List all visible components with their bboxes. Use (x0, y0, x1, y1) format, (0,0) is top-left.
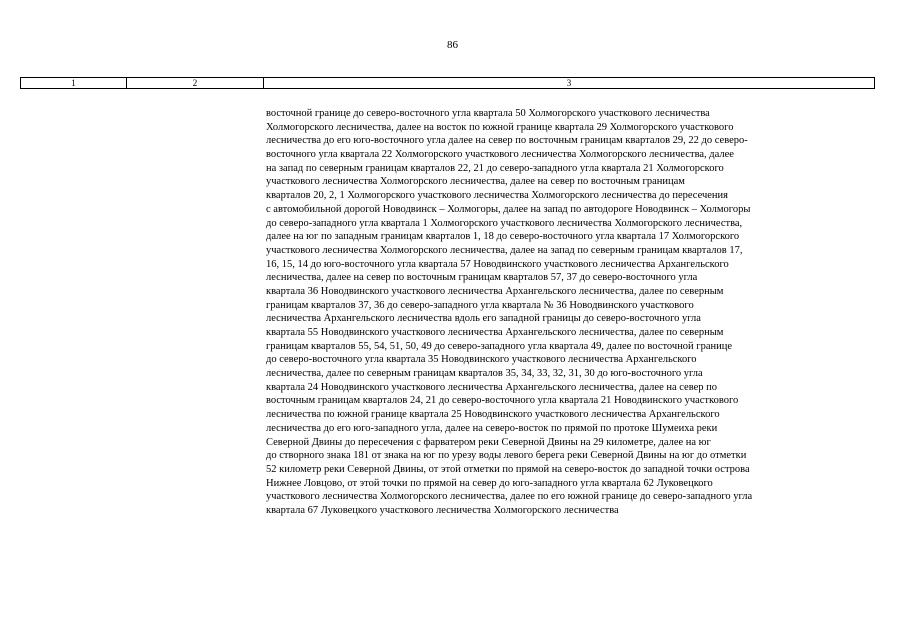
page-number: 86 (447, 39, 458, 51)
text-line: до створного знака 181 от знака на юг по урезу воды левого берега реки Северной Двины на юг до отметки (266, 450, 747, 462)
text-line: лесничества Архангельского лесничества вдоль его западной границы до северо-восточного угла (266, 313, 701, 325)
text-line: восточным границам кварталов 24, 21 до северо-восточного угла квартала 21 Новодвинского участкового (266, 395, 739, 407)
text-line: восточной границе до северо-восточного угла квартала 50 Холмогорского участкового лесничества (266, 108, 710, 119)
text-line: квартала 24 Новодвинского участкового лесничества Архангельского лесничества, далее на север по (266, 381, 718, 393)
text-line: лесничества, далее по северным границам кварталов 35, 34, 33, 32, 31, 30 до юго-восточного угла (266, 368, 703, 380)
text-line: квартала 67 Луковецкого участкового лесничества Холмогорского лесничества (266, 504, 619, 516)
boundary-description-text (266, 107, 876, 518)
text-line: Нижнее Ловцово, от этой точки по прямой на север до юго-западного угла квартала 62 Луковецкого (266, 477, 713, 489)
text-line: границам кварталов 37, 36 до северо-западного угла квартала № 36 Новодвинского участкового (266, 299, 694, 311)
text-line: до северо-западного угла квартала 1 Холмогорского участкового лесничества Холмогорского лесничества, (266, 217, 743, 229)
text-line: с автомобильной дорогой Новодвинск – Холмогоры, далее на запад по автодороге Новодвинск – Холмогоры (266, 203, 751, 215)
column-header-1: 1 (21, 78, 127, 89)
text-line: Северной Двины до пересечения с фарватером реки Северной Двины на 29 километре, далее на юг (266, 436, 711, 448)
text-line: до северо-восточного угла квартала 35 Новодвинского участкового лесничества Архангельского (266, 354, 697, 366)
text-line: 52 километр реки Северной Двины, от этой отметки по прямой на северо-восток до западной точки острова (266, 463, 750, 475)
text-line: лесничества до его юго-восточного угла далее на север по восточным границам кварталов 29, 22 до северо- (266, 135, 748, 147)
text-line: 16, 15, 14 до юго-восточного угла квартала 57 Новодвинского участкового лесничества Архангельского (266, 258, 729, 270)
text-line: кварталов 20, 2, 1 Холмогорского участкового лесничества Холмогорского лесничества до пересечения (266, 190, 728, 202)
text-line: далее на юг по западным границам кварталов 1, 18 до северо-восточного угла квартала 17 Холмогорского (266, 231, 740, 243)
column-header-3: 3 (264, 78, 875, 89)
column-header-2: 2 (127, 78, 264, 89)
text-line: квартала 55 Новодвинского участкового лесничества Архангельского лесничества, далее по северным (266, 327, 724, 338)
text-line: участкового лесничества Холмогорского лесничества, далее на север по восточным границам (266, 176, 685, 188)
text-line: лесничества по южной границе квартала 25 Новодвинского участкового лесничества Архангельского (266, 409, 720, 421)
column-header-table (20, 77, 875, 89)
text-line: лесничества, далее на север по восточным границам кварталов 57, 37 до северо-восточного угла (266, 272, 698, 284)
text-line: Холмогорского лесничества, далее на восток по южной границе квартала 29 Холмогорского участкового (266, 121, 734, 133)
text-line: квартала 36 Новодвинского участкового лесничества Архангельского лесничества, далее по северным (266, 285, 724, 297)
text-line: восточного угла квартала 22 Холмогорского участкового лесничества Холмогорского лесничества, далее (266, 149, 734, 161)
column-header-row (21, 78, 875, 89)
text-line: участкового лесничества Холмогорского лесничества, далее по его южной границе до северо-западного угла (266, 491, 753, 503)
text-line: лесничества до его юго-западного угла, далее на северо-восток по прямой по протоке Шумеиха реки (266, 422, 718, 434)
text-line: участкового лесничества Холмогорского лесничества, далее на запад по северным границам кварталов 17, (266, 244, 743, 256)
text-line: на запад по северным границам кварталов 22, 21 до северо-западного угла квартала 21 Холмогорского (266, 162, 724, 174)
text-line: границам кварталов 55, 54, 51, 50, 49 до северо-западного угла квартала 49, далее по восточной границе (266, 340, 733, 352)
